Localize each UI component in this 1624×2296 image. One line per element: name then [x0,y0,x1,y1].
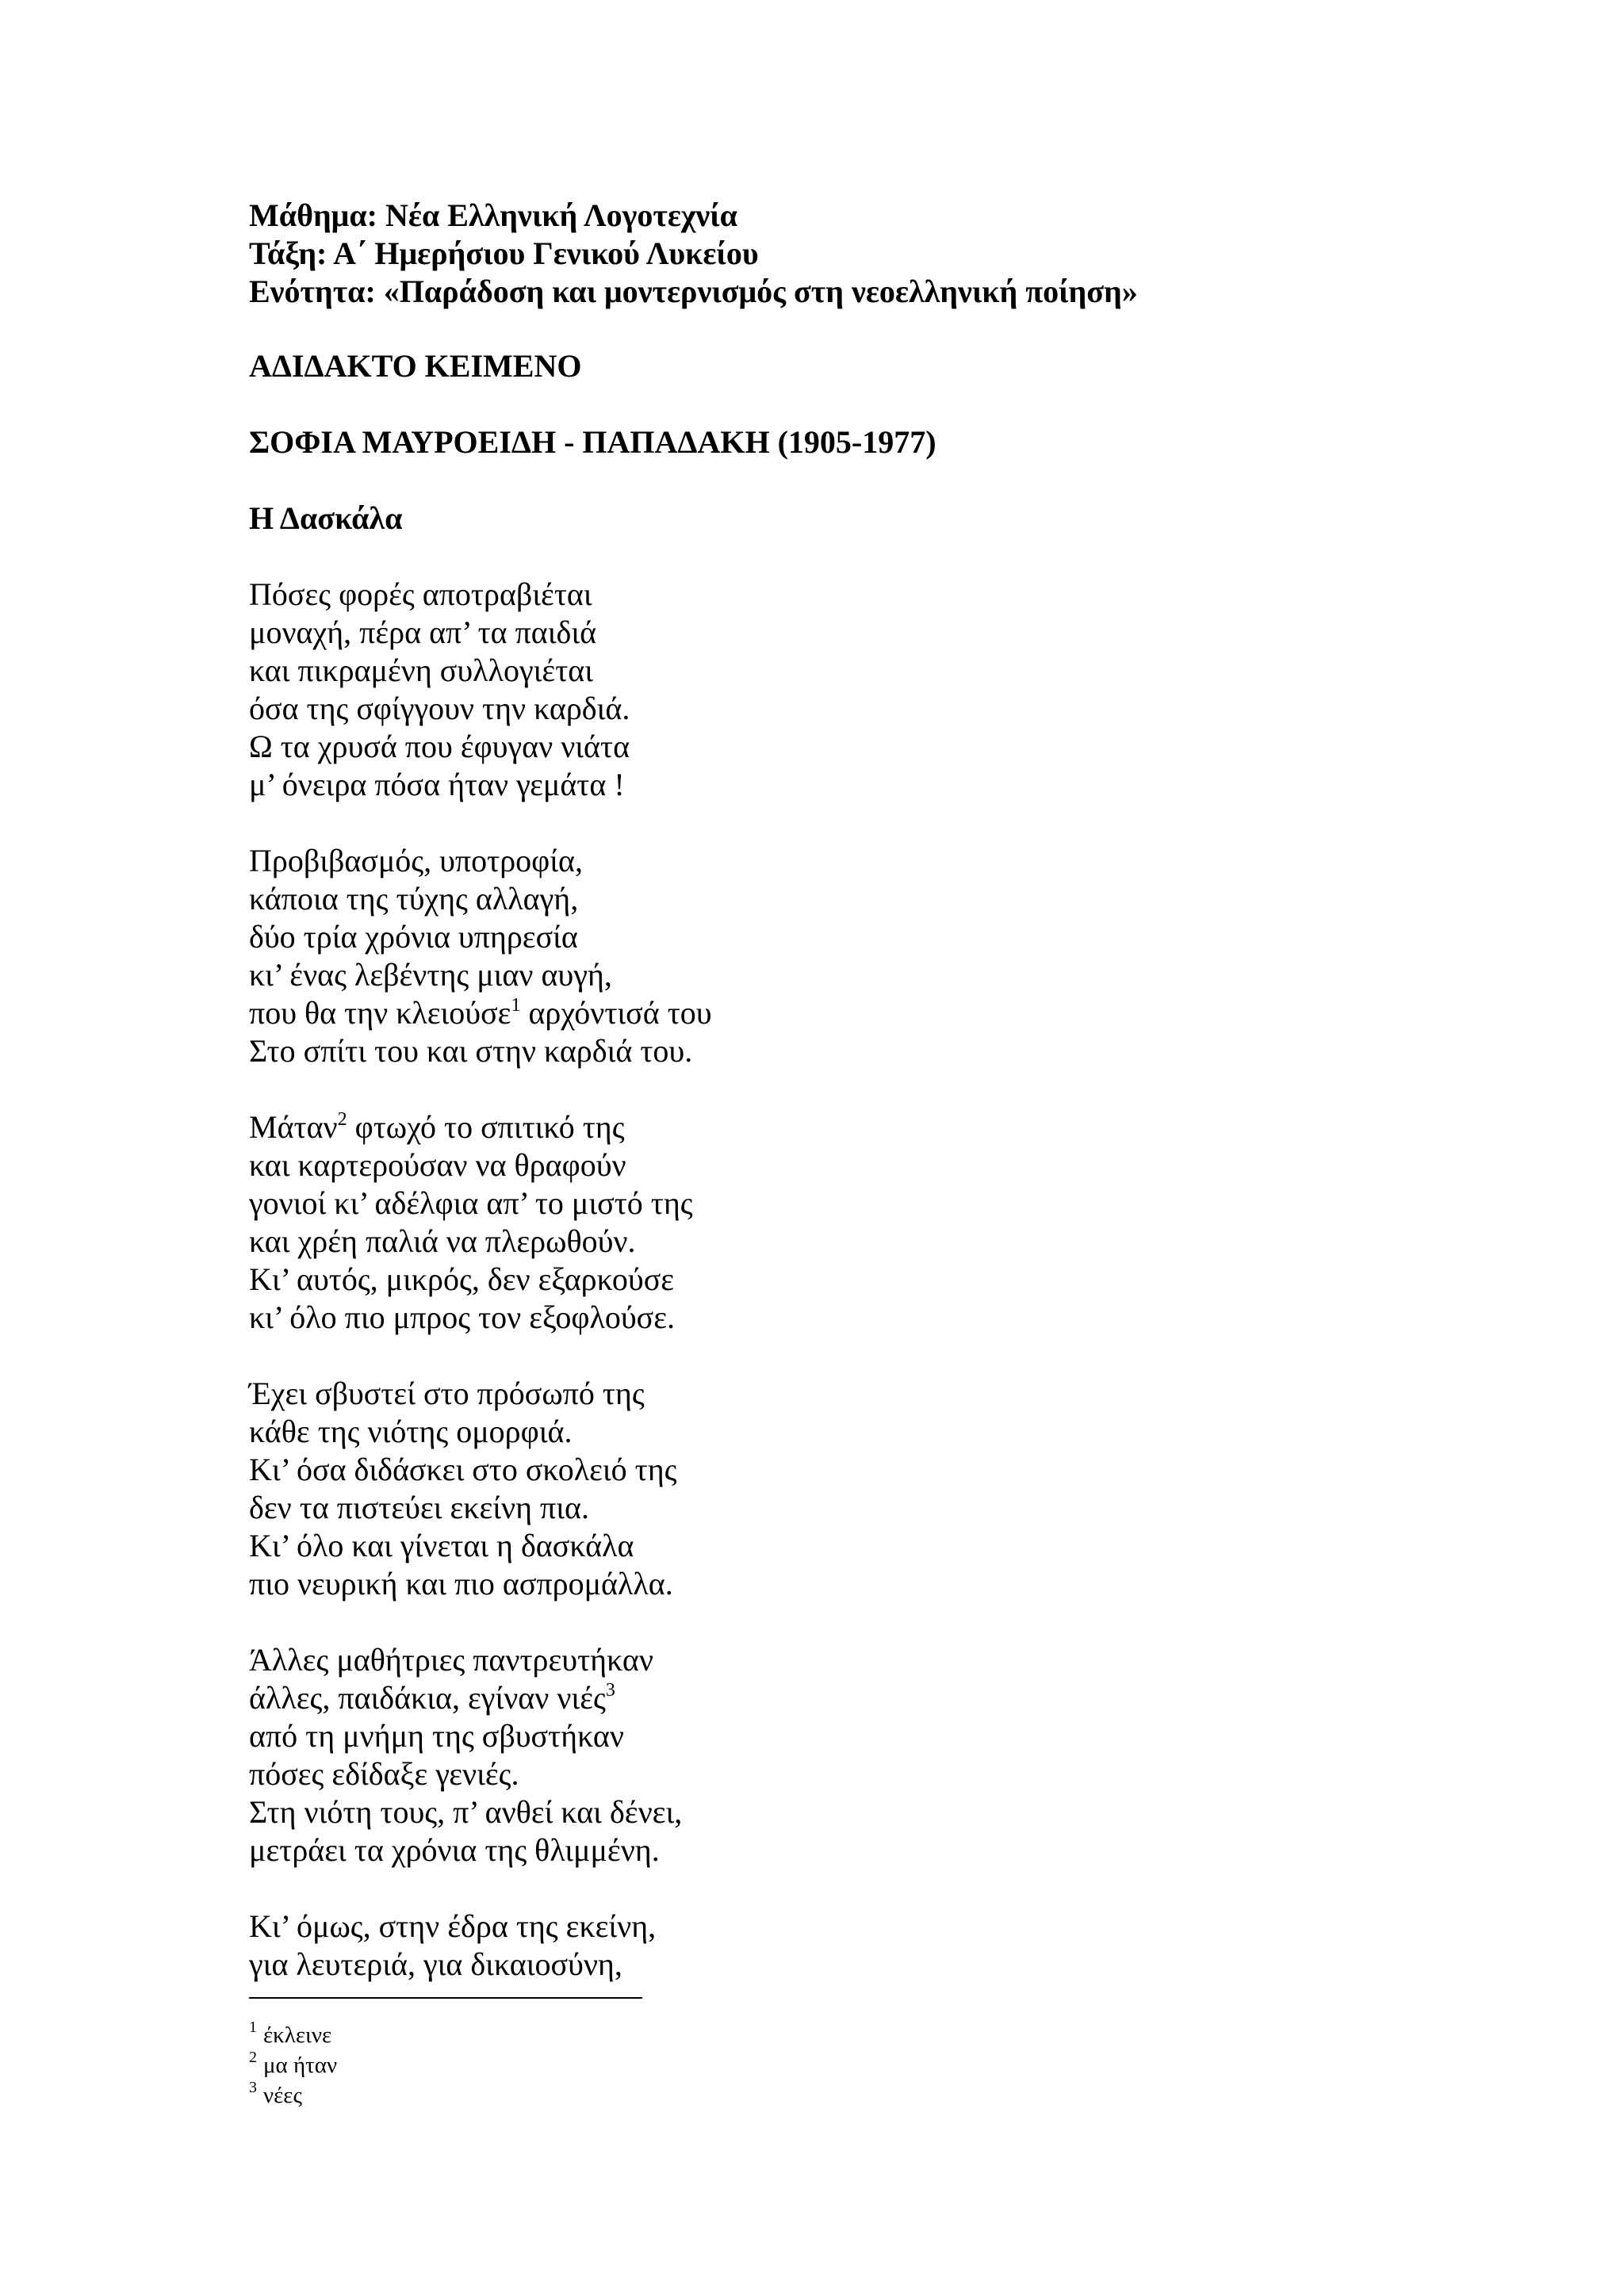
unit-line: Ενότητα: «Παράδοση και μοντερνισμός στη νεοελληνική ποίηση» [249,274,1138,309]
verse-line: Κι’ όσα διδάσκει στο σκολειό της [249,1452,677,1487]
verse-line: δεν τα πιστεύει εκείνη πια. [249,1490,589,1525]
footnote [249,2020,337,2050]
verse-line: Έχει σβυστεί στο πρόσωπό της [249,1376,645,1411]
stanza [249,1375,1438,1603]
stanza [249,1908,1438,1984]
footnote-text: έκλεινε [263,2022,332,2048]
footnotes [249,2020,337,2110]
verse-line [249,994,1438,1032]
verse-line: και χρέη παλιά να πλερωθούν. [249,1223,636,1259]
verse-line: μοναχή, πέρα απ’ τα παιδιά [249,614,597,650]
verse-line: για λευτεριά, για δικαιοσύνη, [249,1946,622,1982]
footnote-ref: 3 [605,1680,615,1701]
verse-text: που θα την κλειούσε [249,995,511,1031]
verse-text: Μάταν [249,1109,338,1145]
verse-line [249,1679,1438,1717]
verse-text: αρχόντισά του [520,995,712,1031]
verse-line: Άλλες μαθήτριες παντρευτήκαν [249,1642,653,1678]
poem-title: Η Δασκάλα [249,500,403,536]
verse-text: φτωχό το σπιτικό της [347,1109,625,1145]
verse-line: από τη μνήμη της σβυστήκαν [249,1718,624,1754]
verse-line: κι’ ένας λεβέντης μιαν αυγή, [249,957,612,993]
footnote-text: μα ήταν [263,2053,338,2078]
document-body [249,197,1438,1984]
verse-line [249,1108,1438,1146]
footnote-number: 1 [249,2019,257,2036]
verse-line: κάποια της τύχης αλλαγή, [249,881,579,916]
verse-line: κάθε της νιότης ομορφιά. [249,1414,573,1449]
stanza [249,1641,1438,1869]
verse-line: Στο σπίτι του και στην καρδιά του. [249,1033,693,1069]
stanza [249,1108,1438,1337]
footnote-number: 2 [249,2049,257,2066]
verse-line: μ’ όνειρα πόσα ήταν γεμάτα ! [249,767,625,802]
footnote [249,2080,337,2110]
verse-line: και πικραμένη συλλογιέται [249,652,593,688]
verse-line: πόσες εδίδαξε γενιές. [249,1756,519,1792]
verse-line: γονιοί κι’ αδέλφια απ’ το μιστό της [249,1185,693,1221]
footnote-ref: 1 [511,995,521,1016]
author-heading: ΣΟΦΙΑ ΜΑΥΡΟΕΙΔΗ - ΠΑΠΑΔΑΚΗ (1905-1977) [249,424,936,460]
verse-line: Προβιβασμός, υποτροφία, [249,843,583,878]
verse-line: πιο νευρική και πιο ασπρομάλλα. [249,1566,673,1601]
footnote-text: νέες [263,2083,302,2108]
verse-line: δύο τρία χρόνια υπηρεσία [249,919,578,955]
stanza [249,842,1438,1070]
verse-line: και καρτερούσαν να θραφούν [249,1147,626,1183]
verse-line: Πόσες φορές αποτραβιέται [249,576,592,612]
verse-line: Κι’ όμως, στην έδρα της εκείνη, [249,1908,657,1944]
verse-line: Κι’ αυτός, μικρός, δεν εξαρκούσε [249,1261,675,1297]
verse-line: Στη νιότη τους, π’ ανθεί και δένει, [249,1794,683,1830]
footnote [249,2050,337,2080]
poem-text [249,576,1438,1984]
verse-line: Ω τα χρυσά που έφυγαν νιάτα [249,729,630,764]
verse-line: όσα της σφίγγουν την καρδιά. [249,691,630,726]
verse-line: μετράει τα χρόνια της θλιμμένη. [249,1832,660,1868]
stanza [249,576,1438,804]
section-heading: ΑΔΙΔΑΚΤΟ ΚΕΙΜΕΝΟ [249,348,582,384]
verse-line: κι’ όλο πιο μπρος τον εξοφλούσε. [249,1299,676,1335]
verse-line: Κι’ όλο και γίνεται η δασκάλα [249,1528,634,1563]
course-line: Μάθημα: Νέα Ελληνική Λογοτεχνία [249,197,737,233]
footnote-ref: 2 [337,1109,347,1130]
footnote-number: 3 [249,2079,257,2096]
grade-line: Τάξη: Α΄ Ημερήσιου Γενικού Λυκείου [249,235,759,271]
footnote-separator [249,1997,642,1999]
verse-text: άλλες, παιδάκια, εγίναν νιές [249,1680,606,1716]
